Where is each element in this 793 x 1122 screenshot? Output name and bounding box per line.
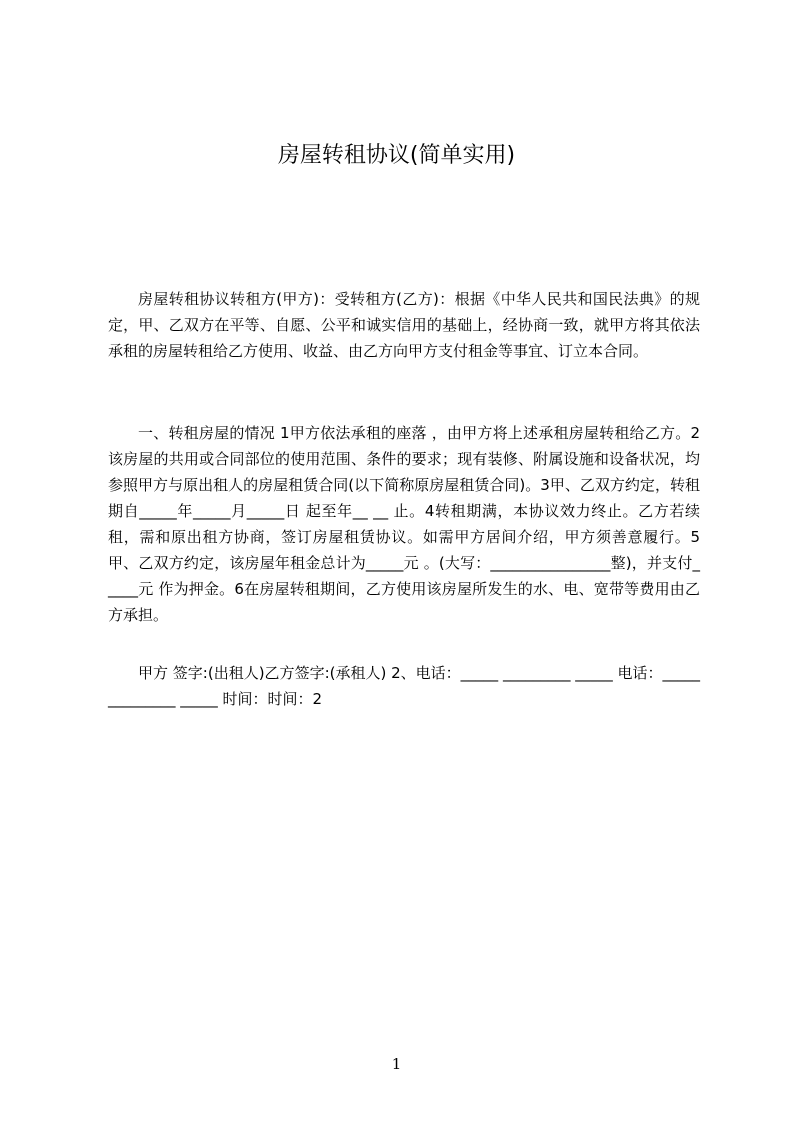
page-number: 1: [391, 1055, 402, 1073]
paragraph-preamble: 房屋转租协议转租方(甲方)：受转租方(乙方)：根据《中华人民共和国民法典》的规定，甲、乙双方在平等、自愿、公平和诚实信用的基础上，经协商一致，就甲方将其依法承租的房屋转租给乙方使用、收益、由乙方向甲方支付租金等事宜、订立本合同。: [108, 290, 700, 360]
document-title: 房屋转租协议(简单实用): [277, 143, 516, 168]
paragraph-sublease-terms: 一、转租房屋的情况 1甲方依法承租的座落 ，由甲方将上述承租房屋转租给乙方。2该房屋的共用或合同部位的使用范围、条件的要求；现有装修、附属设施和设备状况，均参照甲方与原出租人的房屋租赁合同(以下简称原房屋租赁合同)。3甲、乙双方约定，转租期自_____年_____月_____日 起至年__ __ 止。4转租期满，本协议效力终止。乙方若续租，需和原出租方协商，签订房屋租赁协议。如需甲方居间介绍，甲方须善意履行。5甲、乙双方约定，该房屋年租金总计为_____元 。(大写：________________整)，并支付_____元 作为押金。6在房屋转租期间，乙方使用该房屋所发生的水、电、宽带等费用由乙方承担。: [108, 424, 700, 624]
paragraph-signatures: 甲方 签字:(出租人)乙方签字:(承租人) 2、电话：_____ _________ _____ 电话：_____ _________ _____ 时间：时间：2: [108, 664, 700, 708]
